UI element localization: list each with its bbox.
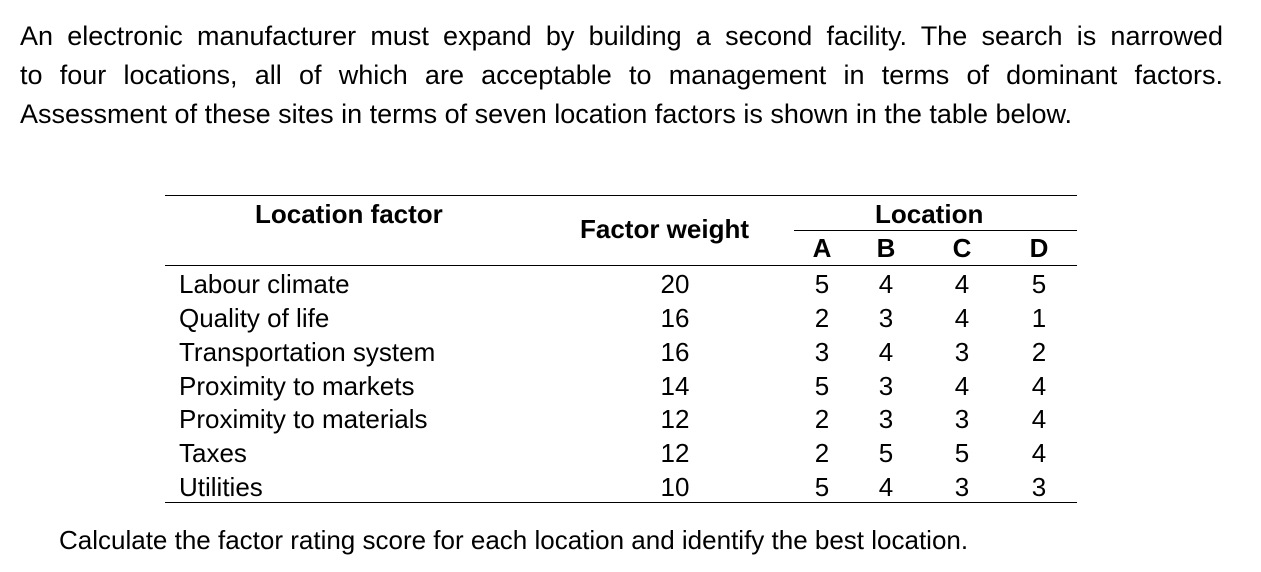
score-d: 1 <box>1031 303 1047 333</box>
score-b: 4 <box>878 337 894 367</box>
factor-name: Proximity to markets <box>179 371 415 401</box>
header-location-c: C <box>952 233 972 263</box>
problem-line: An electronic manufacturer must expand by building a second facility. The search is narrowed <box>20 21 1223 51</box>
header-location-factor: Location factor <box>255 199 443 229</box>
score-b: 3 <box>878 303 894 333</box>
score-c: 4 <box>954 269 970 299</box>
header-location-a: A <box>812 233 832 263</box>
score-a: 3 <box>814 337 830 367</box>
score-a: 2 <box>814 438 830 468</box>
score-d: 4 <box>1031 371 1047 401</box>
factor-weight: 16 <box>660 337 690 367</box>
score-a: 2 <box>814 303 830 333</box>
problem-line: Assessment of these sites in terms of seven location factors is shown in the table below. <box>20 99 1073 129</box>
score-b: 4 <box>878 269 894 299</box>
score-d: 3 <box>1031 472 1047 502</box>
score-c: 3 <box>954 472 970 502</box>
score-a: 5 <box>814 371 830 401</box>
factor-name: Proximity to materials <box>179 404 428 434</box>
header-location-d: D <box>1029 233 1049 263</box>
factor-name: Utilities <box>179 472 263 502</box>
location-factor-table <box>165 195 1077 504</box>
factor-weight: 16 <box>660 303 690 333</box>
factor-weight: 20 <box>660 269 690 299</box>
score-d: 4 <box>1031 404 1047 434</box>
header-bottom-rule <box>165 265 1077 266</box>
factor-name: Labour climate <box>179 269 350 299</box>
table-top-rule <box>165 195 1077 196</box>
score-a: 2 <box>814 404 830 434</box>
score-d: 4 <box>1031 438 1047 468</box>
score-c: 3 <box>954 404 970 434</box>
score-a: 5 <box>814 472 830 502</box>
table-bottom-rule <box>165 502 1077 503</box>
score-c: 5 <box>954 438 970 468</box>
header-location: Location <box>875 199 984 229</box>
factor-name: Taxes <box>179 438 247 468</box>
factor-weight: 12 <box>660 438 690 468</box>
factor-name: Quality of life <box>179 303 330 333</box>
location-header-rule <box>794 230 1077 231</box>
score-a: 5 <box>814 269 830 299</box>
score-b: 5 <box>878 438 894 468</box>
problem-line: to four locations, all of which are acceptable to management in terms of dominant factors. <box>20 60 1223 90</box>
factor-weight: 12 <box>660 404 690 434</box>
header-factor-weight: Factor weight <box>580 214 750 244</box>
header-location-b: B <box>876 233 896 263</box>
question-text: Calculate the factor rating score for each location and identify the best location. <box>59 525 969 555</box>
score-c: 3 <box>954 337 970 367</box>
problem-statement <box>20 17 1223 134</box>
factor-name: Transportation system <box>179 337 436 367</box>
factor-weight: 10 <box>660 472 690 502</box>
score-c: 4 <box>954 303 970 333</box>
score-d: 2 <box>1031 337 1047 367</box>
score-b: 4 <box>878 472 894 502</box>
factor-weight: 14 <box>660 371 690 401</box>
score-d: 5 <box>1031 269 1047 299</box>
score-b: 3 <box>878 404 894 434</box>
score-b: 3 <box>878 371 894 401</box>
score-c: 4 <box>954 371 970 401</box>
